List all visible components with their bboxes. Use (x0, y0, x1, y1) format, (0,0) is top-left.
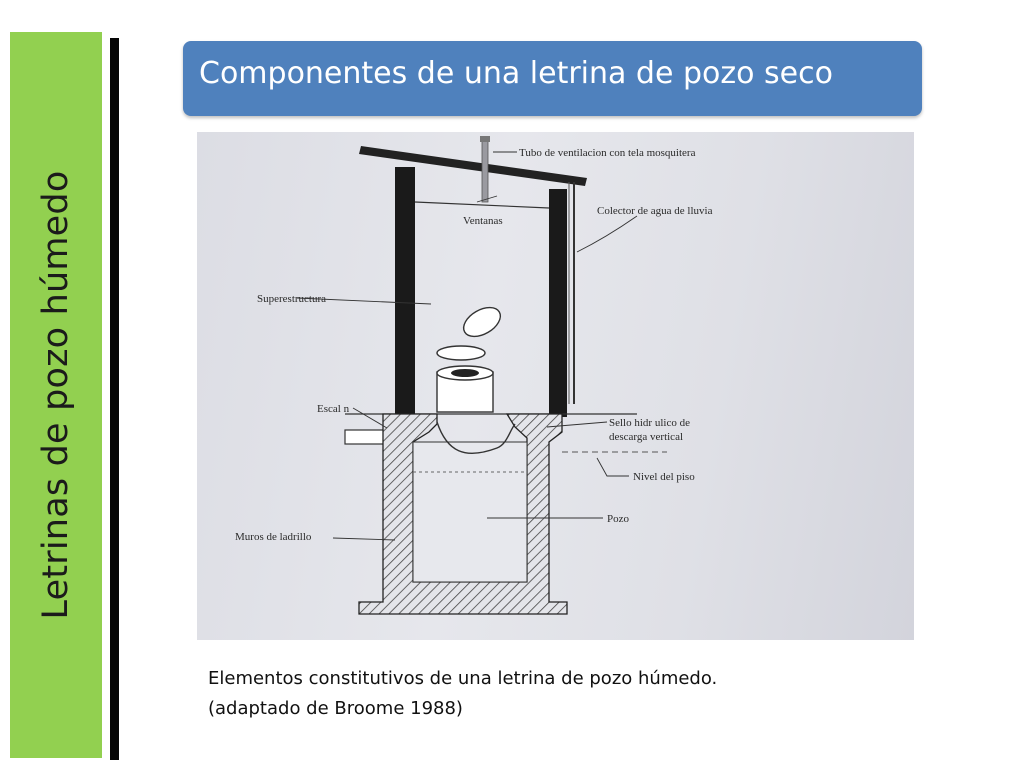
latrine-diagram-photo (197, 132, 914, 640)
caption-line-1: Elementos constitutivos de una letrina de pozo húmedo. (208, 668, 718, 689)
caption-line-2: (adaptado de Broome 1988) (208, 698, 463, 719)
label-rain-collector: Colector de agua de lluvia (597, 205, 713, 217)
label-water-seal-line2: descarga vertical (609, 431, 684, 443)
label-superstructure: Superestructura (257, 293, 327, 305)
latrine-diagram (197, 132, 914, 640)
label-pit: Pozo (607, 513, 629, 525)
step (345, 430, 387, 444)
label-floor-level: Nivel del piso (633, 471, 695, 483)
right-wall (549, 189, 567, 417)
label-windows: Ventanas (463, 215, 503, 227)
label-water-seal-line1: Sello hidr ulico de (609, 417, 690, 429)
vent-pipe (482, 140, 488, 202)
left-wall (395, 167, 415, 415)
vertical-divider (110, 38, 119, 760)
side-title: Letrinas de pozo húmedo (36, 170, 76, 620)
label-step: Escal n (317, 403, 350, 415)
header-banner (183, 41, 922, 116)
figure-caption (208, 664, 717, 724)
label-vent-pipe: Tubo de ventilacion con tela mosquitera (519, 147, 696, 159)
toilet-lid (459, 302, 506, 343)
slide-title: Componentes de una letrina de pozo seco (199, 56, 833, 91)
label-brick-walls: Muros de ladrillo (235, 531, 312, 543)
